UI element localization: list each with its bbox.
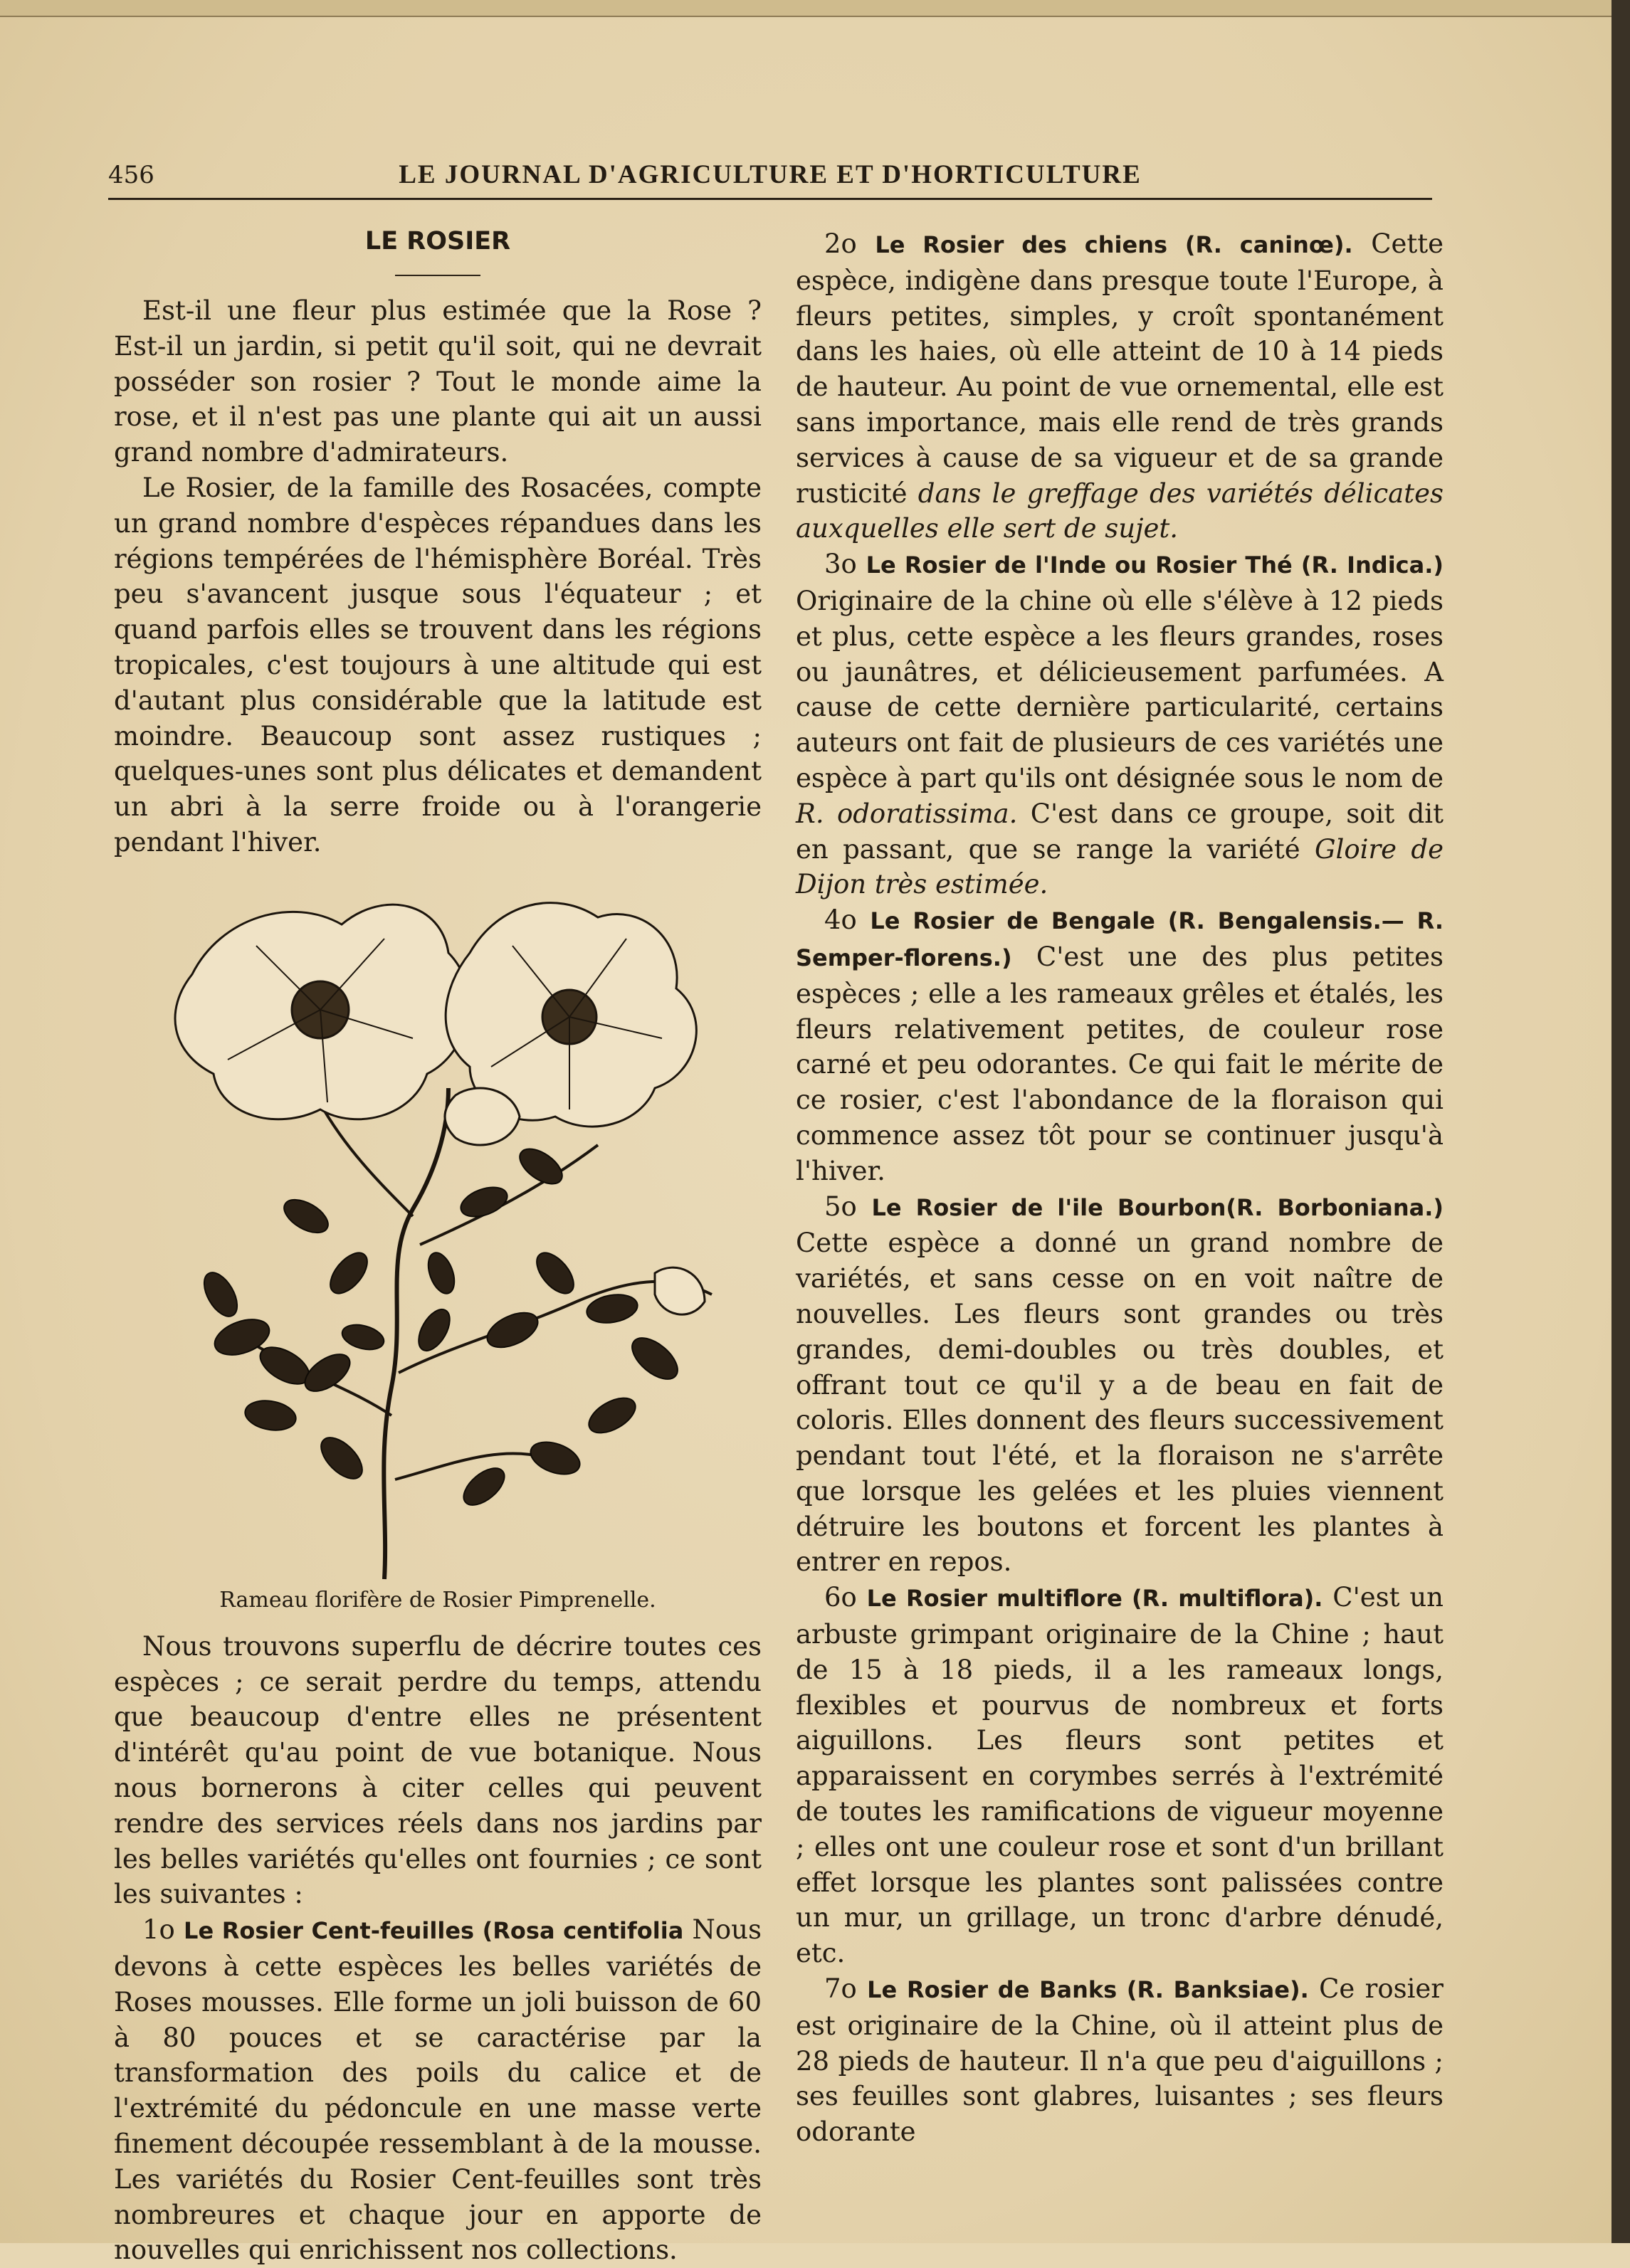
- running-title: LE JOURNAL D'AGRICULTURE ET D'HORTICULTURE: [399, 160, 1142, 189]
- section-1-number: 1o: [142, 1914, 175, 1946]
- section-3-text: Originaire de la chine où elle s'élève à 12 pieds et plus, cette espèce a les fleurs grandes, roses ou jaunâtres, et délicieusement parfumées. A cause de cette dernière particularité, certains auteurs ont fait de plusieurs de ces variétés une espèce à part qu'ils ont désignée sous le nom de: [796, 585, 1444, 793]
- section-6: [796, 1580, 1444, 1971]
- binding-edge: [1611, 0, 1630, 2243]
- paragraph-species-intro: Nous trouvons superflu de décrire toutes ces espèces ; ce serait perdre du temps, attendu que beaucoup d'entre elles ne présentent d'intérêt qu'au point de vue botanique. Nous nous bornerons à citer celles qui peuvent rendre des services réels dans nos jardins par les belles variétés qu'elles ont fournies ; ce sont les suivantes :: [114, 1630, 762, 1910]
- rose-illustration: [114, 875, 762, 1586]
- section-1: [114, 1912, 762, 2268]
- section-2-heading: Le Rosier des chiens (R. caninœ).: [875, 231, 1353, 258]
- section-7-text: Ce rosier est originaire de la Chine, où il atteint plus de 28 pieds de hauteur. Il n'a que peu d'aiguillons ; ses feuilles sont glabres, luisantes ; ses fleurs odorante: [796, 1973, 1444, 2148]
- section-2: [796, 226, 1444, 547]
- page-top-edge: [0, 0, 1630, 17]
- paragraph-intro: Est-il une fleur plus estimée que la Rose ? Est-il un jardin, si petit qu'il soit, qui ne devrait posséder son rosier ? Tout le monde aime la rose, et il n'est pas une plante qui ait un aussi grand nombre d'admirateurs.: [114, 295, 762, 468]
- header-rule: [108, 198, 1432, 200]
- section-5-text: Cette espèce a donné un grand nombre de variétés, et sans cesse on en voit naître de nouvelles. Les fleurs sont grandes ou très grandes, demi-doubles ou très doubles, et offrant tout ce qu'il y a de beau en fait de coloris. Elles donnent des fleurs successivement pendant tout l'été, et la floraison ne s'arrête que lorsque les gelées et les pluies viennent détruire les boutons et forcent les plantes à entrer en repos.: [796, 1228, 1444, 1578]
- section-3-number: 3o: [824, 549, 857, 580]
- section-3-italic-variety: Gloire de Dijon très estimée.: [796, 833, 1444, 900]
- section-5-number: 5o: [824, 1191, 857, 1222]
- section-2-text: Cette espèce, indigène dans presque toute l'Europe, à fleurs petites, simples, y croît spontanément dans les haies, où elle atteint de 10 à 14 pieds de hauteur. Au point de vue ornemental, elle est sans importance, mais elle rend de très grands services à cause de sa vigueur et de sa grande rusticité: [796, 228, 1444, 509]
- section-1-heading: Le Rosier Cent-feuilles (Rosa centifolia: [184, 1917, 684, 1945]
- section-5-heading: Le Rosier de l'ile Bourbon(R. Borboniana.): [871, 1193, 1444, 1221]
- section-3-text-2: C'est dans ce groupe, soit dit en passant, que se range la variété: [796, 798, 1444, 865]
- section-5: [796, 1189, 1444, 1581]
- article-title: LE ROSIER: [364, 227, 511, 255]
- section-3-italic-name: R. odoratissima.: [796, 798, 1018, 829]
- section-2-italic: dans le greffage des variétés délicates auxquelles elle sert de sujet.: [796, 478, 1444, 544]
- rose-branch-engraving: [114, 875, 762, 1586]
- paragraph-family: Le Rosier, de la famille des Rosacées, compte un grand nombre d'espèces répandues dans les régions tempérées de l'hémisphère Boréal. Très peu s'avancent jusque sous l'équateur ; et quand parfois elles se trouvent dans les régions tropicales, c'est toujours à une altitude qui est d'autant plus considérable que la latitude est moindre. Beaucoup sont assez rustiques ; quelques-unes sont plus délicates et demandent un abri à la serre froide ou à l'orangerie pendant l'hiver.: [114, 472, 762, 858]
- page-number: 456: [108, 161, 154, 189]
- section-4: [796, 902, 1444, 1188]
- right-column: [796, 226, 1444, 2150]
- page-header: [108, 155, 1432, 198]
- figure-caption: Rameau florifère de Rosier Pimprenelle.: [219, 1587, 656, 1613]
- title-rule: [395, 275, 480, 276]
- section-4-heading: Le Rosier de Bengale (R. Bengalensis.— R. Semper-florens.): [796, 907, 1444, 971]
- section-2-number: 2o: [824, 228, 857, 259]
- section-3-heading: Le Rosier de l'Inde ou Rosier Thé (R. Indica.): [866, 552, 1444, 579]
- section-7-heading: Le Rosier de Banks (R. Banksiae).: [867, 1976, 1309, 2004]
- section-7-number: 7o: [824, 1973, 857, 2005]
- section-3: [796, 547, 1444, 902]
- section-6-number: 6o: [824, 1582, 857, 1613]
- section-6-heading: Le Rosier multiflore (R. multiflora).: [866, 1585, 1323, 1613]
- section-4-text: C'est une des plus petites espèces ; elle a les rameaux grêles et étalés, les fleurs relativement petites, de couleur rose carné et peu odorantes. Ce qui fait le mérite de ce rosier, c'est l'abondance de la floraison qui commence assez tôt pour se continuer jusqu'à l'hiver.: [796, 941, 1444, 1186]
- section-6-text: C'est un arbuste grimpant originaire de la Chine ; haut de 15 à 18 pieds, il a les rameaux longs, flexibles et pourvus de nombreux et forts aiguillons. Les fleurs sont petites et apparaissent en corymbes serrés à l'extrémité de toutes les ramifications de vigueur moyenne ; elles ont une couleur rose et sont d'un brillant effet lorsque les plantes sont palissées contre un mur, un grillage, un tronc d'arbre dénudé, etc.: [796, 1582, 1444, 1969]
- section-7: [796, 1971, 1444, 2150]
- section-4-number: 4o: [824, 904, 857, 936]
- left-column: [114, 221, 762, 2268]
- section-1-text: Nous devons à cette espèces les belles variétés de Roses mousses. Elle forme un joli buisson de 60 à 80 pouces et se caractérise par la transformation des poils du calice et de l'extrémité du pédoncule en une masse verte finement découpée ressemblant à de la mousse. Les variétés du Rosier Cent-feuilles sont très nombreures et chaque jour en apporte de nouvelles qui enrichissent nos collections.: [114, 1914, 762, 2266]
